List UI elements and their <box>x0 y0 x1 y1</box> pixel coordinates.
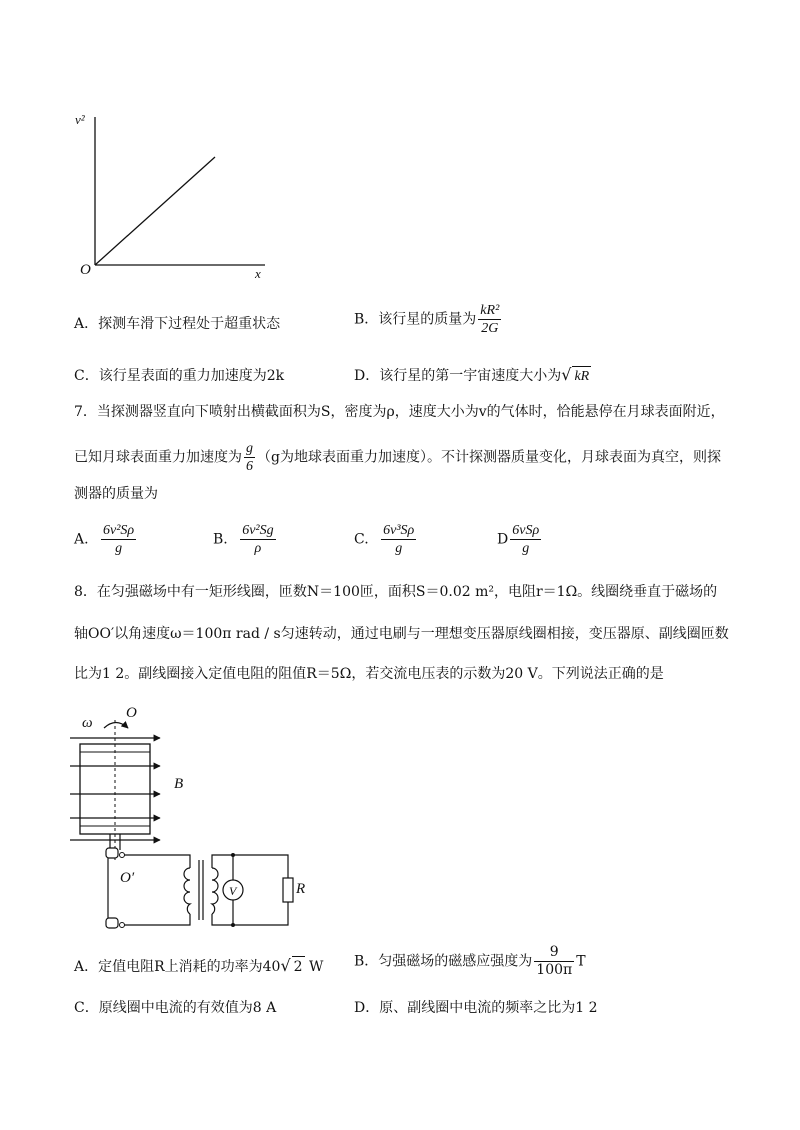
q8-option-b-prefix: B．匀强磁场的磁感应强度为 <box>354 953 533 970</box>
q6-b-denominator: 2G <box>481 321 499 336</box>
q7-frac-denominator: 6 <box>246 459 253 474</box>
v2-x-graph <box>70 105 290 285</box>
q7-option-b <box>213 522 278 557</box>
q8-a-radicand: 2 <box>292 956 305 977</box>
voltmeter-label: V <box>229 884 237 898</box>
q6-option-b-prefix: B．该行星的质量为 <box>354 311 477 328</box>
q7-a-denominator: g <box>115 541 123 556</box>
q7-line1: 7．当探测器竖直向下喷射出横截面积为S，密度为ρ，速度大小为v的气体时，恰能悬停在月球表面附近， <box>74 404 725 420</box>
q7-b-numerator: 6v²Sg <box>242 523 274 538</box>
q8-option-c: C．原线圈中电流的有效值为8 A <box>74 1000 277 1016</box>
q7-option-d-label: D <box>497 531 509 548</box>
q7-option-d <box>497 522 543 557</box>
q8-option-d: D．原、副线圈中电流的频率之比为1 2 <box>354 1000 598 1016</box>
axis-o-prime-label: O′ <box>120 870 135 886</box>
q7-option-b-label: B. <box>213 531 228 548</box>
q7-d-numerator: 6vSρ <box>512 523 540 538</box>
q7-line2 <box>74 440 721 475</box>
q7-option-c <box>354 522 418 557</box>
q6-option-d: D．该行星的第一宇宙速度大小为√ kR <box>354 365 591 387</box>
q8-line3: 比为1 2。副线圈接入定值电阻的阻值R＝5Ω，若交流电压表的示数为20 V。下列说法正确的是 <box>74 666 664 682</box>
q7-c-denominator: g <box>395 541 403 556</box>
q7-frac-numerator: g <box>246 441 253 456</box>
generator-transformer-diagram <box>60 700 320 950</box>
q8-line1: 8．在匀强磁场中有一矩形线圈，匝数N＝100匝，面积S＝0.02 m²，电阻r＝1Ω。线圈绕垂直于磁场的 <box>74 584 718 600</box>
resistor-label: R <box>296 881 306 897</box>
q7-c-numerator: 6v³Sρ <box>383 523 415 538</box>
q8-b-numerator: 9 <box>534 944 574 962</box>
q8-option-a-prefix: A．定值电阻R上消耗的功率为40 <box>74 959 281 975</box>
q7-d-denominator: g <box>522 541 530 556</box>
q6-d-radicand: kR <box>572 366 591 387</box>
y-axis-label: v² <box>75 112 85 127</box>
q7-a-numerator: 6v²Sρ <box>103 523 135 538</box>
omega-label: ω <box>82 715 93 731</box>
q7-b-denominator: ρ <box>254 541 262 556</box>
q6-option-d-prefix: D．该行星的第一宇宙速度大小为 <box>354 368 562 384</box>
q7-option-a <box>74 522 138 557</box>
q6-option-b <box>354 302 503 337</box>
q7-option-a-label: A. <box>74 531 89 548</box>
q6-option-c: C．该行星表面的重力加速度为2k <box>74 368 285 384</box>
field-b-label: B <box>174 776 184 792</box>
q7-line2-pre: 已知月球表面重力加速度为 <box>74 449 242 466</box>
q8-b-unit: T <box>576 953 586 970</box>
q8-line2: 轴OO′以角速度ω＝100π rad / s匀速转动，通过电刷与一理想变压器原线圈相接，变压器原、副线圈匝数 <box>74 626 729 642</box>
x-axis-label: x <box>255 266 261 281</box>
q7-line2-post: （g为地球表面重力加速度）。不计探测器质量变化，月球表面为真空，则探 <box>257 449 721 466</box>
axis-o-label: O <box>126 705 137 721</box>
q8-b-denominator: 100π <box>536 962 573 978</box>
q6-option-a: A．探测车滑下过程处于超重状态 <box>74 316 281 332</box>
q8-a-unit: W <box>309 959 324 975</box>
origin-label: O <box>80 262 91 278</box>
q7-line3: 测器的质量为 <box>74 486 158 502</box>
q6-b-numerator: kR² <box>480 303 500 318</box>
q8-option-a: A．定值电阻R上消耗的功率为40√ 2 W <box>74 956 324 975</box>
q8-option-b <box>354 944 586 979</box>
q7-option-c-label: C. <box>354 531 369 548</box>
